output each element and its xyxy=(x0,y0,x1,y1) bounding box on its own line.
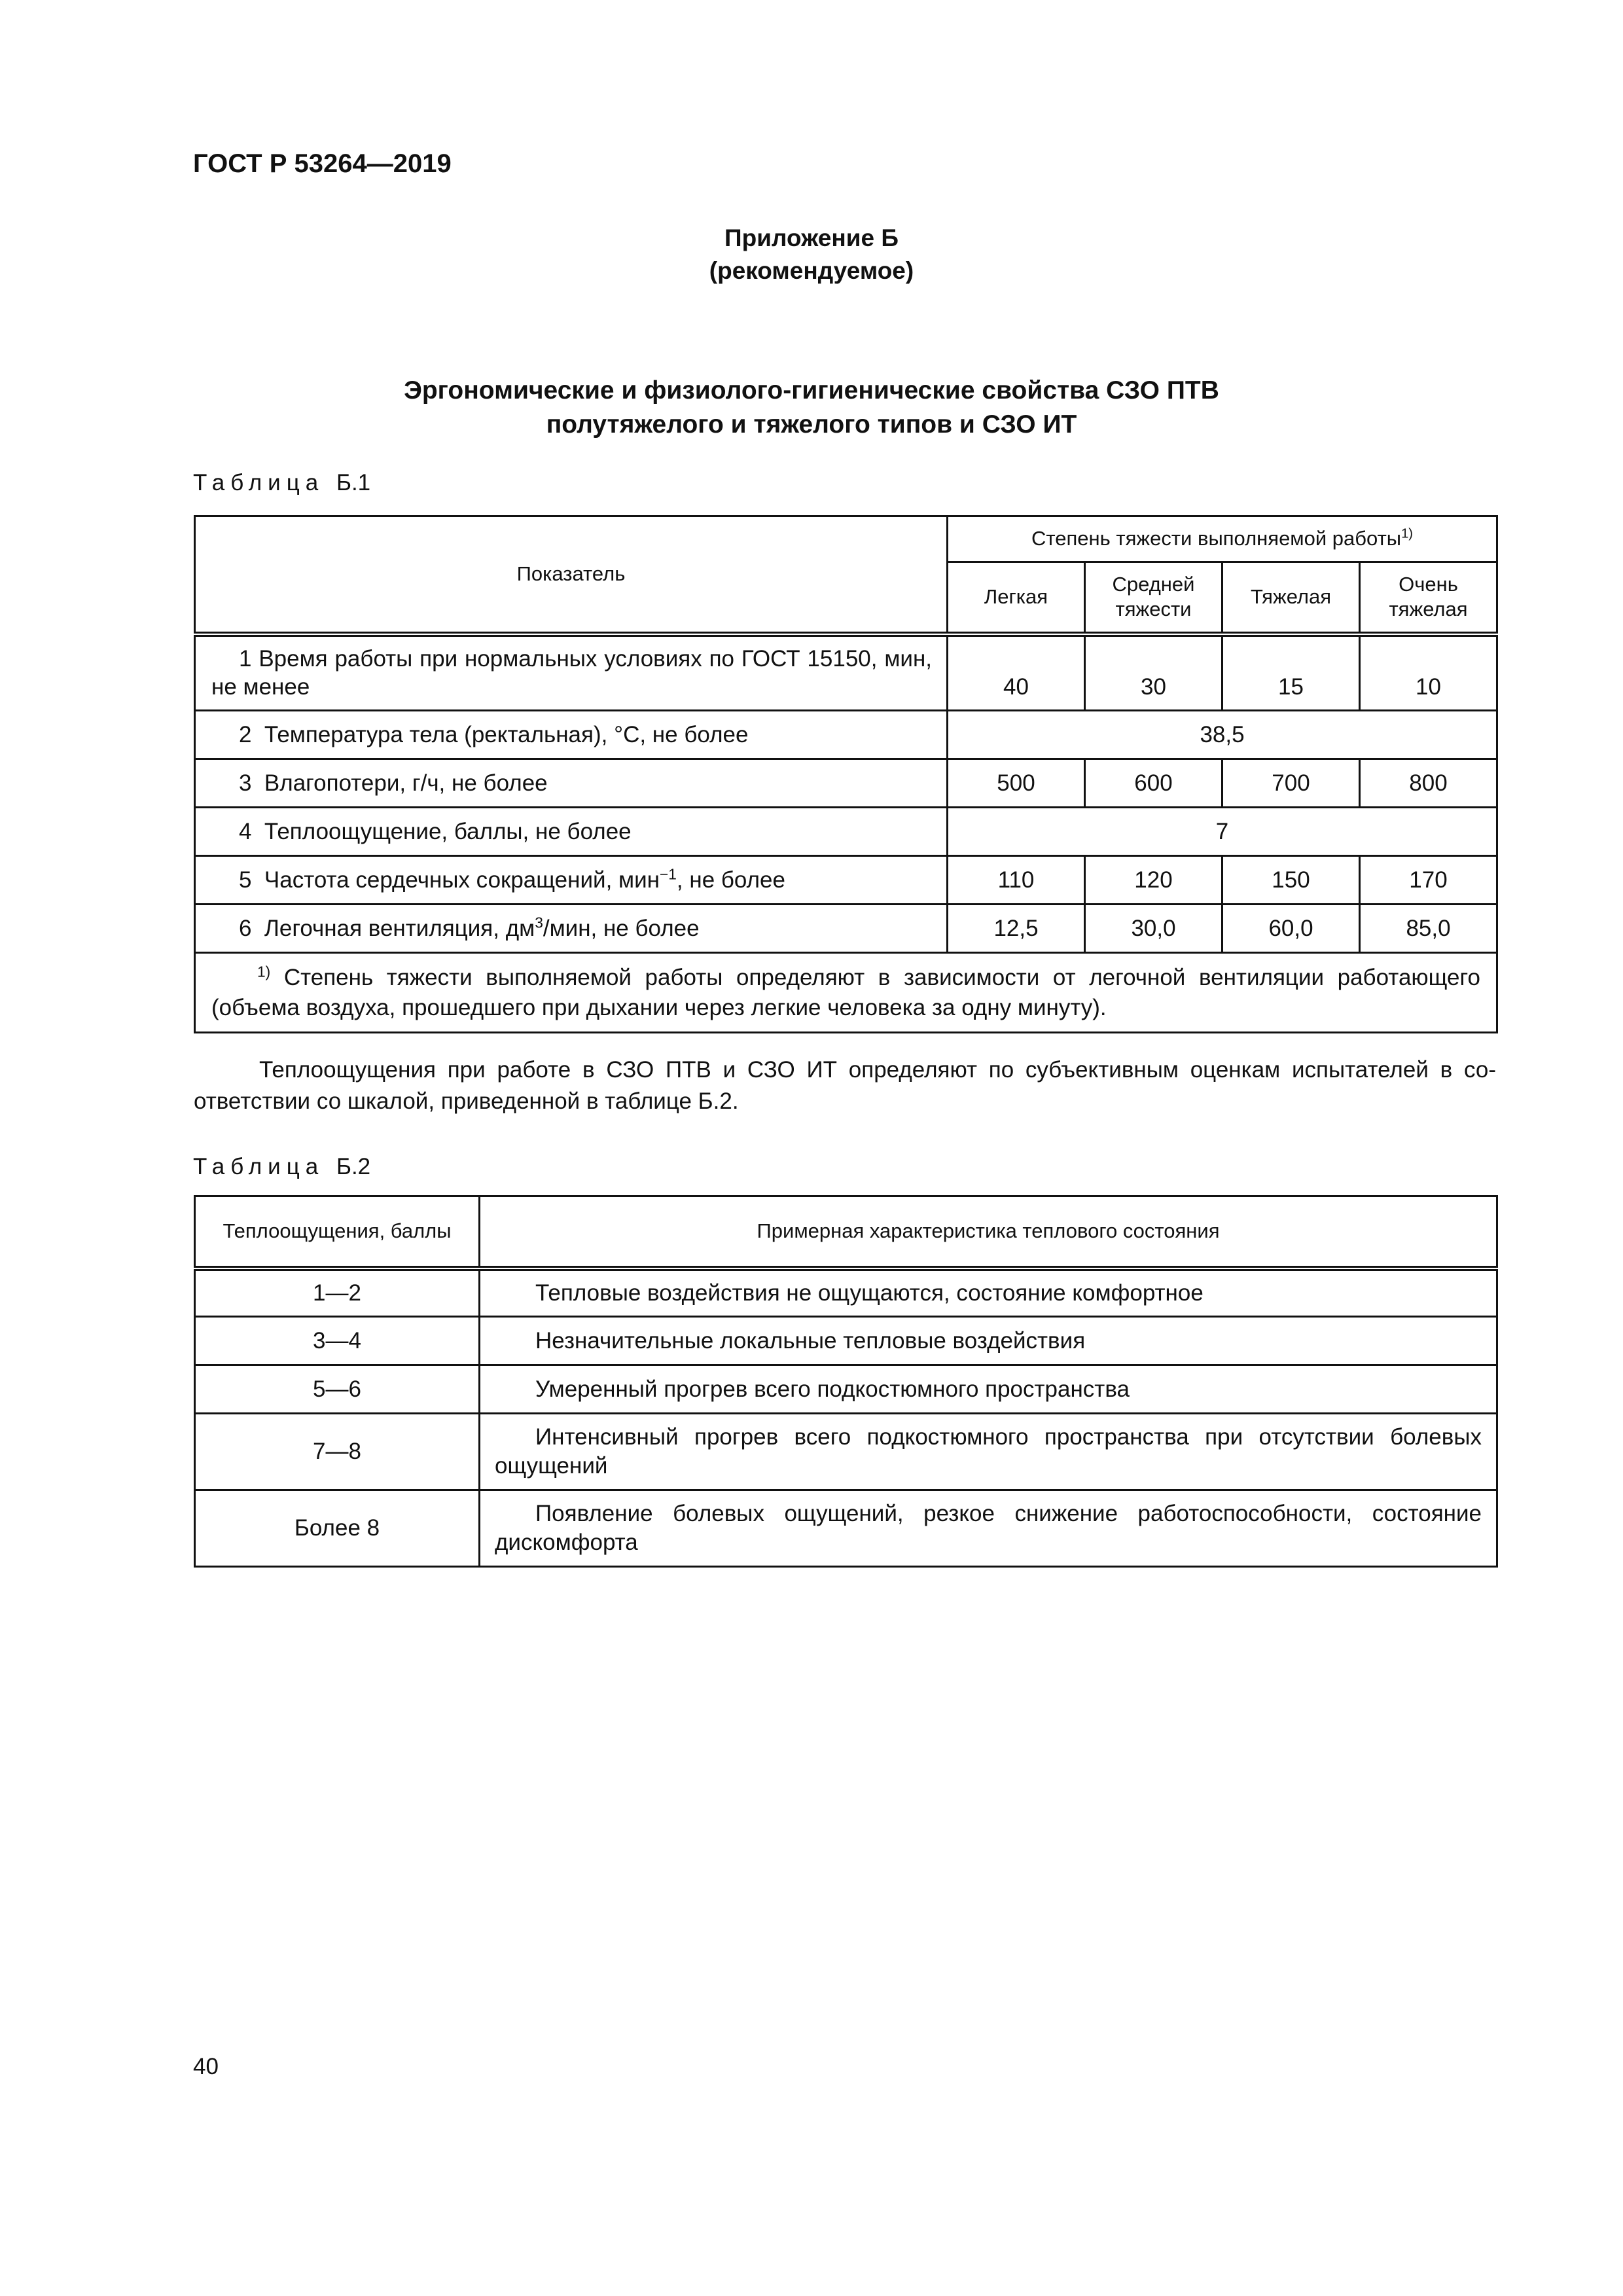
table-footnote-row xyxy=(195,953,1497,1033)
footnote-text: Степень тяжести выполняемой работы определяют в зависимости от легочной вентиляции работающего (объема воздуха, прошедшего при дыхании через легкие человека за одну минуту). xyxy=(211,965,1480,1020)
header-indicator: Показатель xyxy=(195,516,948,634)
header-light: Легкая xyxy=(948,562,1085,634)
row-value: 800 xyxy=(1360,759,1497,808)
header-group-text: Степень тяжести выполняемой работы xyxy=(1031,527,1402,550)
characteristic-text: Появление болевых ощущений, резкое снижение работоспособности, состояние дискомфорта xyxy=(495,1501,1482,1555)
table-row xyxy=(195,634,1497,711)
characteristic-text: Интенсивный прогрев всего подкостюмного пространства при отсутствии болевых ощущений xyxy=(495,1424,1482,1479)
superscript: −1 xyxy=(659,865,677,882)
score-cell: 5—6 xyxy=(195,1365,480,1414)
row-merged-value: 38,5 xyxy=(948,711,1497,759)
table-b2-label xyxy=(193,1154,370,1180)
row-name: Теплоощущение, баллы, не более xyxy=(264,818,632,844)
score-cell: 3—4 xyxy=(195,1317,480,1365)
document-code: ГОСТ Р 53264—2019 xyxy=(193,149,452,178)
row-name: Время работы при нормальных условиях по ГОСТ 15150, мин, не менее xyxy=(211,645,932,700)
row-value: 85,0 xyxy=(1360,905,1497,953)
characteristic-text: Незначительные локальные тепловые воздействия xyxy=(535,1327,1086,1354)
characteristic-cell xyxy=(480,1317,1497,1365)
section-title-line-1: Эргономические и физиолого-гигиенические свойства СЗО ПТВ xyxy=(404,376,1219,404)
row-name-suffix: , не более xyxy=(676,867,785,893)
row-value: 600 xyxy=(1085,759,1222,808)
row-indicator xyxy=(195,808,948,856)
characteristic-cell xyxy=(480,1414,1497,1490)
table-b2 xyxy=(194,1195,1498,1568)
row-number: 3 xyxy=(239,770,252,796)
header-characteristic: Примерная характеристика теплового состояния xyxy=(480,1196,1497,1268)
row-value: 150 xyxy=(1222,856,1360,905)
table-label-number: Б.2 xyxy=(336,1154,371,1179)
characteristic-cell xyxy=(480,1365,1497,1414)
row-name: Легочная вентиляция, дм xyxy=(264,915,535,941)
row-number: 6 xyxy=(239,915,252,941)
table-row xyxy=(195,759,1497,808)
score-cell: 1—2 xyxy=(195,1268,480,1317)
superscript: 3 xyxy=(535,913,543,931)
header-score: Теплоощущения, баллы xyxy=(195,1196,480,1268)
row-value: 10 xyxy=(1360,634,1497,711)
section-title-line-2: полутяжелого и тяжелого типов и СЗО ИТ xyxy=(546,410,1077,439)
row-value: 30,0 xyxy=(1085,905,1222,953)
row-name: Температура тела (ректальная), °С, не более xyxy=(264,721,749,747)
row-value: 15 xyxy=(1222,634,1360,711)
page-number: 40 xyxy=(193,2054,219,2079)
table-row xyxy=(195,1365,1497,1414)
table-footnote xyxy=(195,953,1497,1033)
table-row xyxy=(195,1490,1497,1567)
appendix-status: (рекомендуемое) xyxy=(709,257,914,284)
row-name: Влагопотери, г/ч, не более xyxy=(264,770,548,796)
score-cell: 7—8 xyxy=(195,1414,480,1490)
footnote-mark: 1) xyxy=(1401,526,1413,541)
row-value: 60,0 xyxy=(1222,905,1360,953)
score-cell: Более 8 xyxy=(195,1490,480,1567)
row-value: 30 xyxy=(1085,634,1222,711)
table-row xyxy=(195,1268,1497,1317)
row-name-suffix: /мин, не более xyxy=(543,915,700,941)
table-b1 xyxy=(194,515,1498,1033)
table-row xyxy=(195,711,1497,759)
row-indicator xyxy=(195,856,948,905)
appendix-label: Приложение Б xyxy=(724,224,899,251)
characteristic-text: Умеренный прогрев всего подкостюмного пространства xyxy=(535,1376,1130,1402)
footnote-mark: 1) xyxy=(257,963,271,980)
row-name: Частота сердечных сокращений, мин xyxy=(264,867,660,893)
row-value: 120 xyxy=(1085,856,1222,905)
table-header-row xyxy=(195,1196,1497,1268)
body-paragraph: Теплоощущения при работе в СЗО ПТВ и СЗО ИТ определяют по субъективным оценкам испытателей в соответствии со шкалой, приведенной в таблице Б.2. xyxy=(194,1057,1496,1115)
row-indicator xyxy=(195,759,948,808)
table-b1-label xyxy=(193,470,370,496)
row-number: 2 xyxy=(239,721,252,747)
table-label-number: Б.1 xyxy=(336,470,371,495)
row-value: 500 xyxy=(948,759,1085,808)
table-header-row xyxy=(195,516,1497,562)
row-number: 5 xyxy=(239,867,252,893)
table-label-word: Таблица xyxy=(193,1154,325,1179)
table-row xyxy=(195,1414,1497,1490)
row-value: 700 xyxy=(1222,759,1360,808)
row-number: 1 xyxy=(239,645,252,672)
row-value: 110 xyxy=(948,856,1085,905)
row-indicator xyxy=(195,905,948,953)
row-value: 40 xyxy=(948,634,1085,711)
row-indicator xyxy=(195,711,948,759)
table-row xyxy=(195,808,1497,856)
header-medium: Средней тяжести xyxy=(1085,562,1222,634)
table-row xyxy=(195,856,1497,905)
header-heavy: Тяжелая xyxy=(1222,562,1360,634)
row-value: 12,5 xyxy=(948,905,1085,953)
table-label-word: Таблица xyxy=(193,470,325,495)
row-indicator xyxy=(195,634,948,711)
row-value: 170 xyxy=(1360,856,1497,905)
row-number: 4 xyxy=(239,818,252,844)
header-work-severity xyxy=(948,516,1497,562)
table-row xyxy=(195,1317,1497,1365)
characteristic-text: Тепловые воздействия не ощущаются, состояние комфортное xyxy=(535,1280,1204,1306)
characteristic-cell xyxy=(480,1490,1497,1567)
row-merged-value: 7 xyxy=(948,808,1497,856)
header-very-heavy: Очень тяжелая xyxy=(1360,562,1497,634)
table-row xyxy=(195,905,1497,953)
characteristic-cell xyxy=(480,1268,1497,1317)
